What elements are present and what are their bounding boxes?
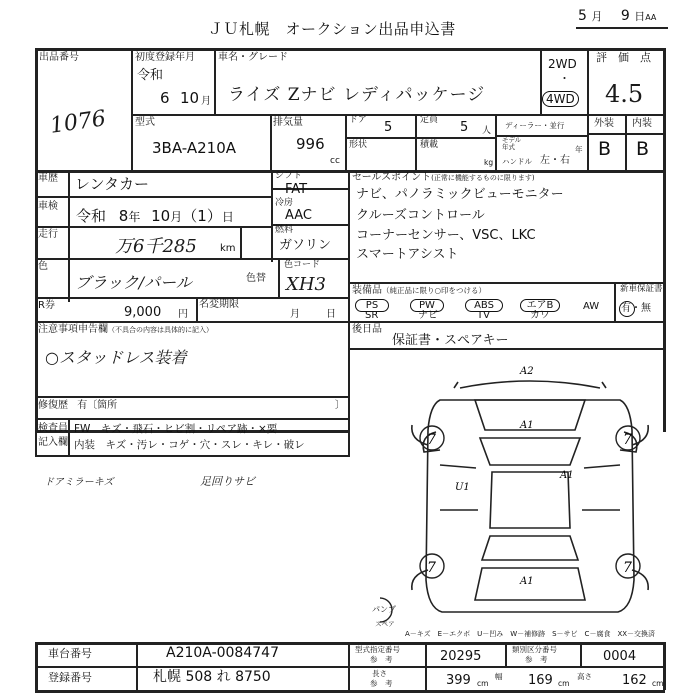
width-value: 169 (528, 673, 553, 688)
chassis-label: 車台番号 (48, 647, 92, 660)
car-diagram (380, 360, 680, 635)
model-year-unit: 年 (575, 145, 583, 154)
registration-value: 札幌 508 れ 8750 (153, 669, 271, 685)
date-suffix: AA (645, 13, 657, 22)
inspection-era: 令和 (76, 207, 107, 225)
capacity-value: 5 (460, 120, 469, 135)
width-label: 幅 (495, 672, 503, 681)
lot-number-label: 出品番号 (39, 52, 79, 63)
height-unit: cm (652, 679, 664, 688)
length-unit: cm (477, 679, 489, 688)
car-name-label: 車名・グレード (218, 52, 288, 63)
first-reg-label: 初度登録年月 (135, 52, 195, 63)
equipment-note: （純正品に限り○印をつける） (382, 286, 487, 295)
warranty-circle (619, 301, 635, 317)
equip-abs: ABS (465, 299, 503, 312)
handle-value: 左・右 (540, 155, 570, 166)
sales-point-3: コーナーセンサー、VSC、LKC (356, 228, 536, 243)
form-title: ＪＵ札幌 オークション出品申込書 (208, 20, 456, 38)
recycle-value: 9,000 (124, 305, 162, 320)
interior-label: 内装 (632, 118, 652, 129)
equip-pw: PW (410, 299, 444, 312)
first-reg-month-unit: 月 (201, 96, 211, 107)
equip-sr: SR (365, 310, 379, 321)
tire-mark-rl: 7 (427, 560, 436, 576)
inspection-year: 8 (118, 207, 129, 225)
diagram-legend: A－キズ E－エクボ U－凹み W－補修跡 S－サビ C－腐食 XX－交換済 (405, 630, 656, 638)
type-designation-ref: 参 考 (370, 655, 393, 664)
width-unit: cm (558, 679, 570, 688)
color-label: 色 (38, 261, 48, 272)
after-sale-label: 後日品 (352, 324, 382, 335)
history-label: 車歴 (38, 173, 58, 184)
displacement-unit: cc (330, 156, 340, 166)
after-sale-value: 保証書・スペアキー (392, 333, 509, 348)
exterior-value: B (598, 138, 612, 160)
damage-mark-left: U1 (455, 482, 470, 493)
recycle-unit: 円 (178, 309, 188, 320)
inspection-day-unit: 日 (221, 210, 234, 224)
model-value: 3BA-A210A (152, 139, 237, 157)
inspection-day: 1 (197, 207, 207, 225)
drive-sep: ・ (559, 72, 570, 85)
notes-label-note: （不具合の内容は具体的に記入） (108, 326, 213, 334)
date-month: 5 (578, 8, 587, 24)
repair-history (38, 400, 117, 412)
notes-value: ○スタッドレス装着 (45, 348, 187, 367)
lot-number-value: 1076 (48, 106, 108, 139)
equipment-title: 装備品 (352, 285, 382, 296)
displacement-value: 996 (296, 135, 325, 153)
recycle-label: R券 (38, 300, 55, 311)
sales-points-title: セールスポイント (352, 172, 432, 183)
equip-navi: ナビ (418, 310, 438, 321)
doors-label: ドア (349, 115, 367, 125)
inspection-year-unit: 年 (128, 210, 141, 224)
tire-mark-rr: 7 (623, 560, 632, 576)
drive-4wd-circle (542, 88, 579, 107)
handle-label: ハンドル (502, 157, 532, 166)
inspection-value: 令和 8年 10月（1）日 (76, 207, 234, 225)
sales-point-4: スマートアシスト (356, 247, 459, 262)
equip-ps: PS (355, 299, 389, 312)
date-month-unit: 月 (591, 10, 603, 23)
history-value: レンタカー (75, 175, 150, 193)
repair-value: 有〔箇所 (77, 400, 118, 411)
spare-label: スペア (375, 620, 395, 628)
aircon-value: AAC (285, 208, 312, 223)
frame-top (35, 48, 665, 51)
first-reg-month: 10 (180, 89, 200, 107)
exterior-label: 外装 (594, 118, 614, 129)
type-designation-value: 20295 (440, 649, 482, 664)
first-reg-year: 6 (160, 89, 170, 107)
chassis-value: A210A-0084747 (166, 645, 279, 661)
damage-mark-hood: A1 (520, 420, 534, 431)
warranty-label: 新車保証書 (620, 284, 663, 294)
inspector-box-top (35, 418, 350, 420)
registration-label: 登録番号 (48, 671, 92, 684)
grade-label: 評 価 点 (596, 51, 651, 64)
date-day-unit: 日 (634, 10, 646, 23)
sales-points-label (352, 172, 535, 184)
name-change-label: 名変期限 (199, 299, 239, 310)
inspector-row-1: FW キズ・飛石・ヒビ割・リペア跡・×要 (74, 423, 278, 435)
inspection-label: 車検 (38, 201, 58, 212)
length-value: 399 (446, 673, 471, 688)
sales-point-1: ナビ、パノラミックビューモニター (356, 187, 564, 202)
class-number-value: 0004 (603, 649, 637, 664)
repair-close: 〕 (335, 400, 345, 411)
color-code-value: XH3 (286, 274, 326, 295)
equip-airbag: エアB (520, 299, 560, 312)
repair-label: 修復歴 (38, 400, 68, 411)
color-value: ブラック/パール (75, 273, 192, 292)
damage-mark-right: A1 (560, 470, 574, 481)
name-change-day-unit: 日 (326, 309, 336, 320)
date-day: 9 (620, 8, 630, 24)
tire-mark-fl: 7 (427, 432, 436, 448)
inspection-month: 10 (151, 207, 171, 225)
fuel-value: ガソリン (279, 238, 332, 253)
spare-circle-label: パンプ (372, 605, 396, 614)
notes-label (38, 324, 213, 336)
mileage-unit: km (220, 243, 236, 254)
class-number-ref: 参 考 (525, 655, 548, 664)
dimensions-ref: 参 考 (370, 679, 393, 688)
aircon-label: 冷房 (275, 198, 294, 208)
interior-value: B (636, 138, 650, 160)
equip-aw: AW (583, 301, 600, 312)
color-code-label: 色コード (284, 260, 321, 270)
equip-tv: TV (477, 310, 490, 321)
memo-right: 足回りサビ (200, 475, 255, 488)
first-reg-era: 令和 (137, 68, 164, 83)
mileage-value: 万6千285 (115, 236, 197, 257)
car-name-value: ライズ Zナビ レディパッケージ (228, 85, 486, 105)
drive-2wd: 2WD (548, 57, 577, 71)
height-value: 162 (622, 673, 647, 688)
model-label: 型式 (135, 117, 155, 128)
inspector-label-2: 記入欄 (38, 437, 68, 448)
name-change-month-unit: 月 (290, 309, 300, 320)
warranty-value: 有・無 (621, 303, 651, 314)
damage-mark-trunk: A1 (520, 576, 534, 587)
shape-label: 形状 (349, 140, 368, 150)
dealer-label: ディーラー・並行 (505, 121, 565, 130)
damage-mark-bumper: A2 (520, 366, 534, 377)
load-label: 積載 (420, 140, 439, 150)
capacity-unit: 人 (482, 126, 492, 136)
sales-point-2: クルーズコントロール (356, 208, 485, 223)
shift-value: FAT (285, 182, 308, 197)
equipment-label (352, 285, 486, 297)
grade-value: 4.5 (605, 80, 644, 108)
height-label: 高さ (577, 672, 592, 681)
displacement-label: 排気量 (273, 117, 303, 128)
capacity-label: 定員 (420, 115, 439, 125)
model-year-label: モデル 年式 (502, 136, 522, 151)
inspector-label-1: 検査員 (38, 423, 68, 434)
length-label: 長さ (372, 669, 387, 678)
color-tone-label: 色替 (246, 273, 266, 284)
inspection-month-unit: 月 (170, 210, 183, 224)
drive-4wd: 4WD (542, 91, 579, 107)
mileage-label: 走行 (38, 229, 58, 240)
inspector-row-2: 内装 キズ・汚レ・コゲ・穴・スレ・キレ・破レ (74, 439, 305, 451)
fuel-label: 燃料 (275, 225, 294, 235)
shift-label: シフト (275, 171, 303, 181)
date-stamp (578, 8, 656, 24)
memo-left: ドアミラーキズ (44, 477, 114, 488)
sales-points-note: (正常に機能するものに限ります) (431, 174, 535, 182)
type-designation-label: 型式指定番号 (355, 645, 400, 654)
class-number-label: 類別区分番号 (512, 645, 557, 654)
equip-leather: カワ (530, 310, 550, 321)
doors-value: 5 (384, 120, 393, 135)
notes-label-text: 注意事項申告欄 (38, 324, 108, 335)
tire-mark-fr: 7 (623, 432, 632, 448)
load-unit: kg (484, 158, 494, 167)
